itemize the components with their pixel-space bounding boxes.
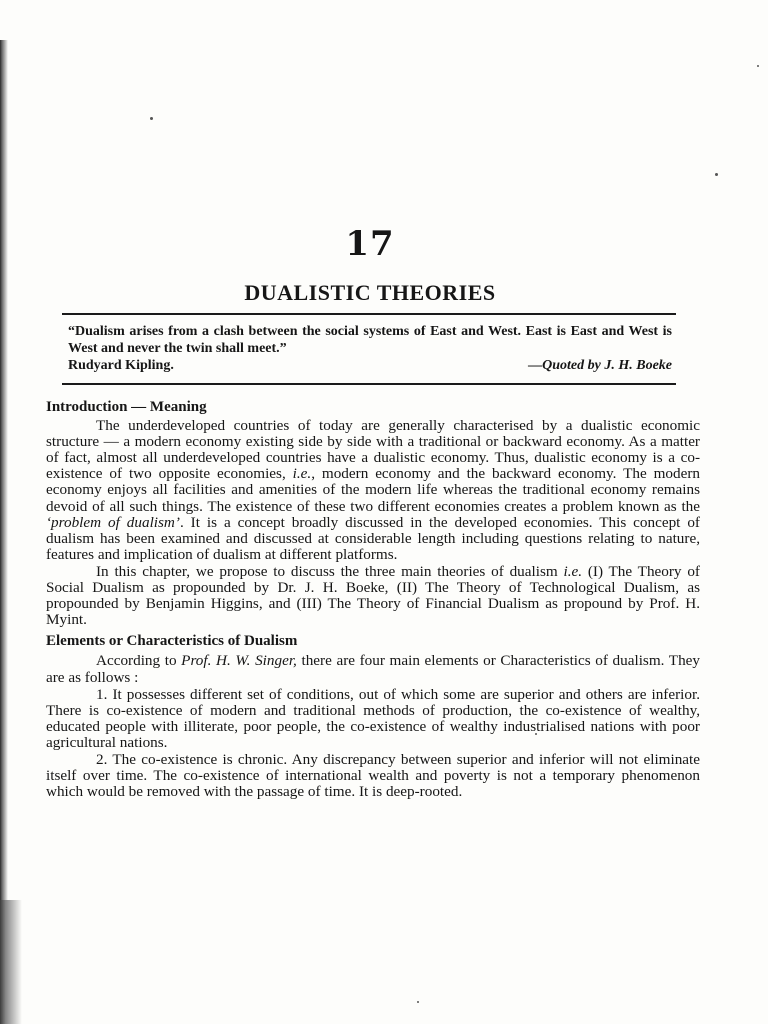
epigraph-source: —Quoted by J. H. Boeke: [528, 358, 672, 373]
epigraph-rule-bottom: [62, 383, 676, 385]
epigraph: [68, 323, 672, 374]
list-item-element-2: 2. The co-existence is chronic. Any discrepancy between superior and inferior will not eliminate itself over time. The co-existence of international wealth and poverty is not a temporary phenomenon which would be removed with the passage of time. It is deep-rooted.: [46, 750, 700, 801]
scan-edge-shadow-bottom: [0, 900, 22, 1024]
scan-edge-shadow: [0, 40, 8, 1024]
section-heading-elements: Elements or Characteristics of Dualism: [46, 633, 298, 650]
scan-speck: [150, 117, 153, 120]
list-item-element-1: 1. It possesses different set of conditions, out of which some are superior and others are inferior. There is co-existence of modern and traditional methods of production, the co-existence of wealthy, educated people with illiterate, poor people, the co-existence of wealthy industrialised nations with poor agricultural nations.: [46, 685, 700, 751]
chapter-title: DUALISTIC THEORIES: [244, 280, 496, 305]
paragraph-chapter-overview: In this chapter, we propose to discuss the three main theories of dualism i.e. (I) The Theory of Social Dualism as propounded by Dr. J. H. Boeke, (II) The Theory of Technological Dualism, as propounded by Benjamin Higgins, and (III) The Theory of Financial Dualism as propound by Prof. H. Myint.: [46, 562, 700, 629]
chapter-body: [46, 399, 700, 800]
paragraph-singer-elements: According to Prof. H. W. Singer, there are four main elements or Characteristics of dualism. They are as follows :: [46, 652, 700, 686]
chapter-number: 17: [345, 224, 395, 264]
scan-speck: [715, 173, 718, 176]
scan-speck: [417, 1001, 419, 1003]
section-heading-introduction: Introduction — Meaning: [46, 399, 207, 415]
epigraph-author: Rudyard Kipling.: [68, 358, 174, 373]
epigraph-rule-top: [62, 313, 676, 315]
scan-speck: [757, 65, 759, 67]
epigraph-quote: “Dualism arises from a clash between the social systems of East and West. East is East and West is West and never the twin shall meet.”: [68, 324, 672, 356]
paragraph-introduction: The underdeveloped countries of today are generally characterised by a dualistic economic structure — a modern economy existing side by side with a traditional or backward economy. As a matter of fact, almost all underdeveloped countries have a dualistic economy. Thus, dualistic economy is a co-existence of two opposite economies, i.e., modern economy and the backward economy. The modern economy enjoys all facilities and amenities of the modern life whereas the traditional economy remains devoid of all such things. The existence of these two different economies creates a problem known as the ‘problem of dualism’. It is a concept broadly discussed in the developed economies. This concept of dualism has been examined and discussed at considerable length including questions relating to nature, features and implication of dualism at different platforms.: [46, 417, 700, 563]
epigraph-credit-line: [68, 357, 672, 374]
